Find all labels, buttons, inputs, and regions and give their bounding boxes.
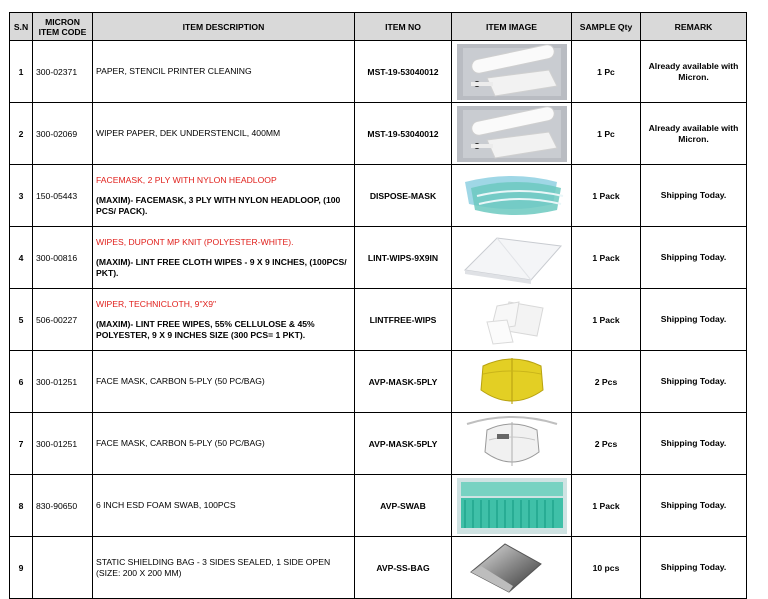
- item-number: LINT-WIPS-9X9IN: [355, 227, 452, 289]
- item-description-cell: [93, 289, 355, 351]
- item-description: 6 INCH ESD FOAM SWAB, 100PCS: [96, 500, 236, 511]
- original-description: WIPER, TECHNICLOTH, 9"X9": [96, 298, 217, 309]
- sample-quantity: 1 Pc: [572, 41, 641, 103]
- micron-item-code: 300-00816: [33, 227, 93, 289]
- remark-text: Shipping Today.: [641, 227, 747, 289]
- micron-item-code: [33, 537, 93, 599]
- table-row: [10, 537, 747, 599]
- sample-quantity: 10 pcs: [572, 537, 641, 599]
- item-image-cell: [452, 475, 572, 537]
- table-row: [10, 351, 747, 413]
- row-serial-number: 6: [10, 351, 33, 413]
- sample-quantity: 2 Pcs: [572, 413, 641, 475]
- items-table: [9, 12, 747, 599]
- item-number: AVP-MASK-5PLY: [355, 351, 452, 413]
- item-image-cell: [452, 165, 572, 227]
- table-row: [10, 165, 747, 227]
- micron-item-code: 300-01251: [33, 413, 93, 475]
- item-number: DISPOSE-MASK: [355, 165, 452, 227]
- item-image-cell: [452, 413, 572, 475]
- sample-quantity: 2 Pcs: [572, 351, 641, 413]
- header-sample-qty: SAMPLE Qty: [572, 13, 641, 41]
- row-serial-number: 7: [10, 413, 33, 475]
- cloth-wipes-icon: [457, 230, 567, 286]
- table-row: [10, 289, 747, 351]
- item-description: (MAXIM)- LINT FREE WIPES, 55% CELLULOSE & 45% POLYESTER, 9 X 9 INCHES SIZE (300 PCS= 1 PKT).: [96, 319, 315, 340]
- item-image-cell: [452, 289, 572, 351]
- item-description: PAPER, STENCIL PRINTER CLEANING: [96, 66, 252, 77]
- item-description: WIPER PAPER, DEK UNDERSTENCIL, 400MM: [96, 128, 281, 139]
- table-row: [10, 227, 747, 289]
- original-description: WIPES, DUPONT MP KNIT (POLYESTER-WHITE).: [96, 236, 294, 247]
- item-description-cell: [93, 475, 355, 537]
- n95-mask-icon: [457, 416, 567, 472]
- item-description-cell: [93, 227, 355, 289]
- header-item-description: ITEM DESCRIPTION: [93, 13, 355, 41]
- yellow-mask-icon: [457, 354, 567, 410]
- remark-text: Shipping Today.: [641, 289, 747, 351]
- item-description-cell: [93, 413, 355, 475]
- table-row: [10, 103, 747, 165]
- item-image-cell: [452, 351, 572, 413]
- header-item-image: ITEM IMAGE: [452, 13, 572, 41]
- row-serial-number: 2: [10, 103, 33, 165]
- item-image-cell: [452, 41, 572, 103]
- micron-item-code: 830-90650: [33, 475, 93, 537]
- header-item-no: ITEM NO: [355, 13, 452, 41]
- micron-item-code: 300-02069: [33, 103, 93, 165]
- item-description-cell: [93, 41, 355, 103]
- item-image-cell: [452, 103, 572, 165]
- sample-quantity: 1 Pack: [572, 227, 641, 289]
- row-serial-number: 9: [10, 537, 33, 599]
- remark-text: Already available with Micron.: [641, 41, 747, 103]
- header-row: [10, 13, 747, 41]
- sample-quantity: 1 Pack: [572, 289, 641, 351]
- item-number: AVP-MASK-5PLY: [355, 413, 452, 475]
- table-row: [10, 475, 747, 537]
- header-item-code: MICRON ITEM CODE: [33, 13, 93, 41]
- row-serial-number: 8: [10, 475, 33, 537]
- item-description: FACE MASK, CARBON 5-PLY (50 PC/BAG): [96, 438, 265, 449]
- item-image-cell: [452, 227, 572, 289]
- remark-text: Shipping Today.: [641, 165, 747, 227]
- row-serial-number: 3: [10, 165, 33, 227]
- item-description: FACE MASK, CARBON 5-PLY (50 PC/BAG): [96, 376, 265, 387]
- table-row: [10, 41, 747, 103]
- paper-roll-icon: [457, 106, 567, 162]
- paper-roll-icon: [457, 44, 567, 100]
- header-sn: S.N: [10, 13, 33, 41]
- shielding-bag-icon: [457, 540, 567, 596]
- item-description: (MAXIM)- LINT FREE CLOTH WIPES - 9 X 9 INCHES, (100PCS/ PKT).: [96, 257, 347, 278]
- micron-item-code: 506-00227: [33, 289, 93, 351]
- item-number: MST-19-53040012: [355, 41, 452, 103]
- foam-swab-icon: [457, 478, 567, 534]
- micron-item-code: 300-01251: [33, 351, 93, 413]
- remark-text: Shipping Today.: [641, 475, 747, 537]
- item-description: (MAXIM)- FACEMASK, 3 PLY WITH NYLON HEADLOOP, (100 PCS/ PACK).: [96, 195, 341, 216]
- sample-quantity: 1 Pc: [572, 103, 641, 165]
- row-serial-number: 5: [10, 289, 33, 351]
- remark-text: Shipping Today.: [641, 413, 747, 475]
- row-serial-number: 1: [10, 41, 33, 103]
- sample-items-sheet: [9, 12, 746, 599]
- original-description: FACEMASK, 2 PLY WITH NYLON HEADLOOP: [96, 174, 277, 185]
- item-description-cell: [93, 351, 355, 413]
- wipes-stack-icon: [457, 292, 567, 348]
- sample-quantity: 1 Pack: [572, 475, 641, 537]
- header-remark: REMARK: [641, 13, 747, 41]
- item-description-cell: [93, 103, 355, 165]
- remark-text: Shipping Today.: [641, 537, 747, 599]
- item-description: STATIC SHIELDING BAG - 3 SIDES SEALED, 1 SIDE OPEN (SIZE: 200 X 200 MM): [96, 557, 331, 578]
- item-image-cell: [452, 537, 572, 599]
- remark-text: Already available with Micron.: [641, 103, 747, 165]
- row-serial-number: 4: [10, 227, 33, 289]
- micron-item-code: 300-02371: [33, 41, 93, 103]
- item-number: MST-19-53040012: [355, 103, 452, 165]
- item-number: AVP-SWAB: [355, 475, 452, 537]
- micron-item-code: 150-05443: [33, 165, 93, 227]
- sample-quantity: 1 Pack: [572, 165, 641, 227]
- surgical-mask-icon: [457, 168, 567, 224]
- item-number: AVP-SS-BAG: [355, 537, 452, 599]
- item-description-cell: [93, 537, 355, 599]
- item-number: LINTFREE-WIPS: [355, 289, 452, 351]
- table-row: [10, 413, 747, 475]
- item-description-cell: [93, 165, 355, 227]
- remark-text: Shipping Today.: [641, 351, 747, 413]
